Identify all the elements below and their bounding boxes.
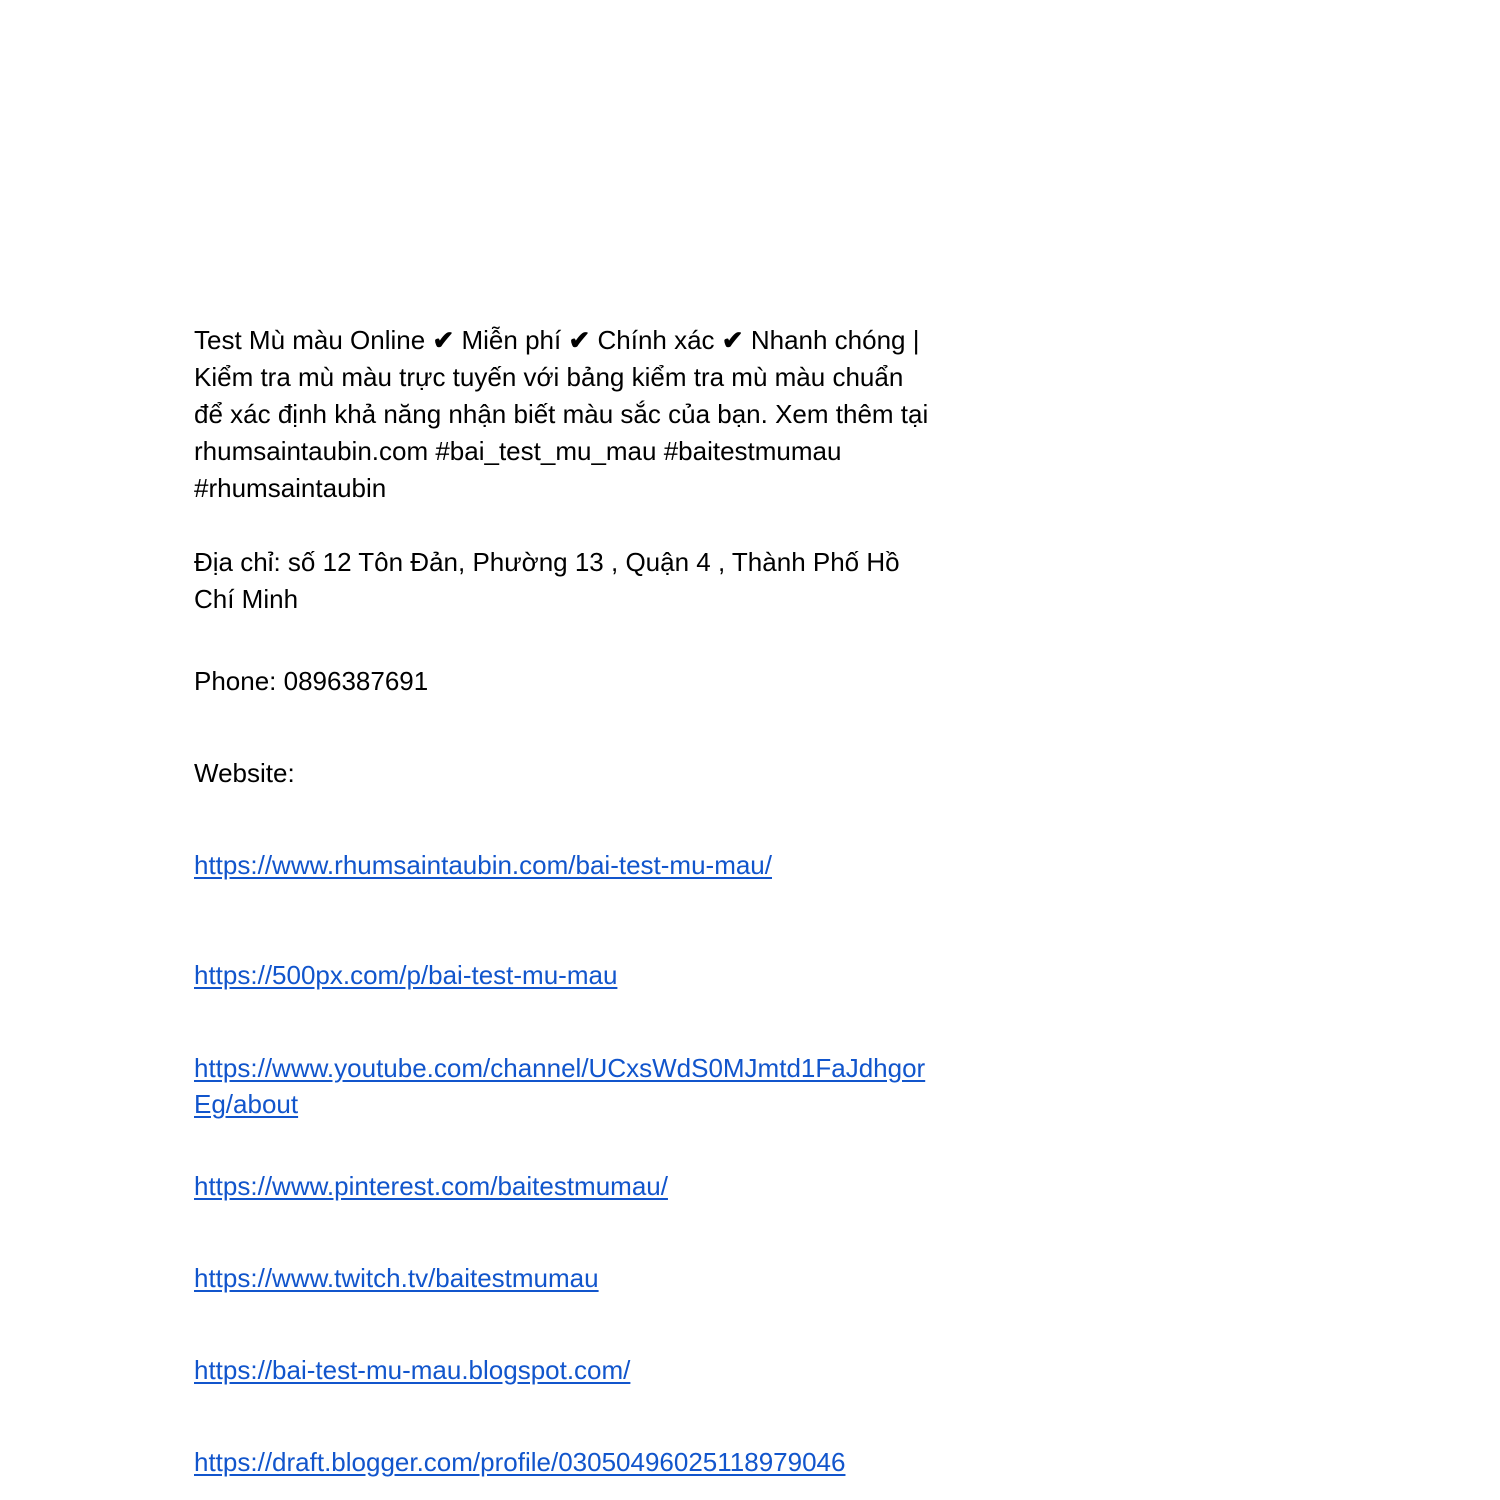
intro-description: Nhanh chóng | Kiểm tra mù màu trực tuyến với bảng kiểm tra mù màu chuẩn để xác định khả năng nhận biết màu sắc của bạn. Xem thêm tại rhumsaintaubin.com #bai_test_mu_mau #baitestmumau #rhumsaintaubin — [194, 325, 929, 503]
link-rhumsaintaubin[interactable]: https://www.rhumsaintaubin.com/bai-test-mu-mau/ — [194, 850, 772, 880]
check-mark-icon: ✔ — [432, 325, 455, 355]
phone-text: Phone: 0896387691 — [194, 666, 429, 696]
link-blogspot[interactable]: https://bai-test-mu-mau.blogspot.com/ — [194, 1355, 631, 1385]
website-label: Website: — [194, 758, 295, 788]
link-blogger-profile[interactable]: https://draft.blogger.com/profile/03050496025118979046 — [194, 1447, 846, 1477]
intro-paragraph — [194, 322, 934, 507]
intro-title-segment-1: Test Mù màu Online — [194, 325, 426, 355]
link-twitch[interactable]: https://www.twitch.tv/baitestmumau — [194, 1263, 599, 1293]
check-mark-icon: ✔ — [721, 325, 744, 355]
check-mark-icon: ✔ — [568, 325, 591, 355]
address-text: Địa chỉ: số 12 Tôn Đản, Phường 13 , Quận 4 , Thành Phố Hồ Chí Minh — [194, 547, 900, 614]
intro-title-segment-3: Chính xác — [597, 325, 715, 355]
link-youtube[interactable]: https://www.youtube.com/channel/UCxsWdS0MJmtd1FaJdhgorEg/about — [194, 1053, 926, 1119]
link-500px[interactable]: https://500px.com/p/bai-test-mu-mau — [194, 960, 618, 990]
intro-title-segment-2: Miễn phí — [461, 325, 562, 355]
link-pinterest[interactable]: https://www.pinterest.com/baitestmumau/ — [194, 1171, 668, 1201]
